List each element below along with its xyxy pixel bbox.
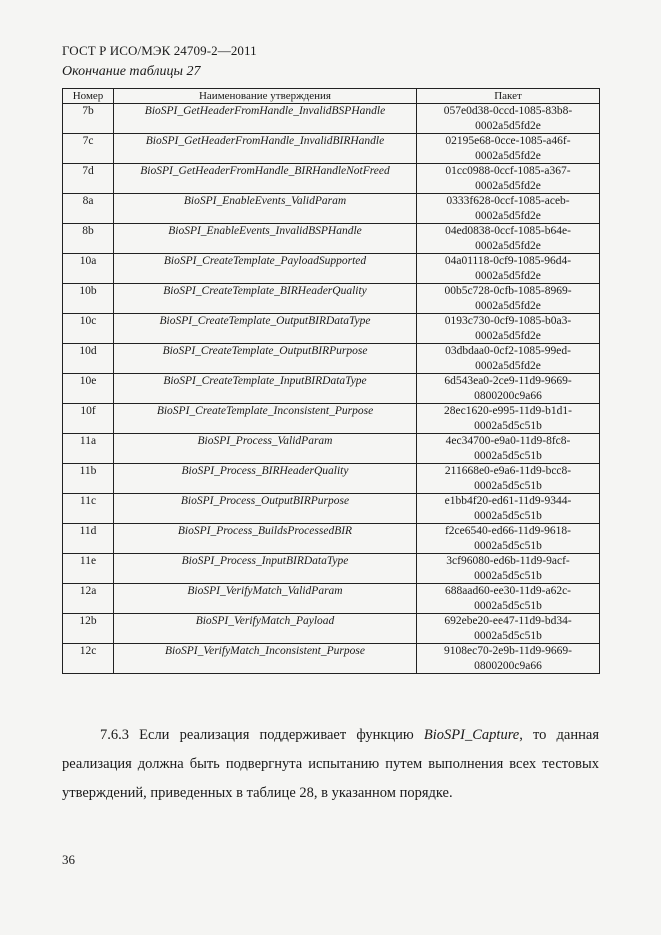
table-row <box>63 434 600 464</box>
table-row <box>63 194 600 224</box>
table-row <box>63 644 600 674</box>
column-header-statement: Наименование утверждения <box>114 89 417 104</box>
package-id-line-1: f2ce6540-ed66-11d9-9618- <box>444 525 572 537</box>
statement-name: BioSPI_CreateTemplate_InputBIRDataType <box>114 374 417 404</box>
package-id <box>417 434 600 464</box>
package-id-line-1: e1bb4f20-ed61-11d9-9344- <box>444 495 572 507</box>
table-row <box>63 104 600 134</box>
statement-name: BioSPI_GetHeaderFromHandle_InvalidBIRHandle <box>114 134 417 164</box>
package-id <box>417 284 600 314</box>
package-id-line-1: 02195e68-0cce-1085-a46f- <box>445 135 571 147</box>
table-row <box>63 344 600 374</box>
package-id-line-2: 0800200c9a66 <box>474 659 542 672</box>
table-row <box>63 614 600 644</box>
package-id-line-2: 0002a5d5fd2e <box>475 299 541 312</box>
row-number: 11a <box>63 434 114 464</box>
package-id <box>417 554 600 584</box>
package-id-line-1: 6d543ea0-2ce9-11d9-9669- <box>444 375 572 387</box>
statement-name: BioSPI_Process_ValidParam <box>114 434 417 464</box>
package-id-line-1: 04ed0838-0ccf-1085-b64e- <box>445 225 571 237</box>
row-number: 8b <box>63 224 114 254</box>
table-row <box>63 284 600 314</box>
table-row <box>63 404 600 434</box>
table-row <box>63 224 600 254</box>
column-header-number: Номер <box>63 89 114 104</box>
paragraph-text-before: 7.6.3 Если реализация поддерживает функцию <box>100 727 424 743</box>
statement-name: BioSPI_CreateTemplate_OutputBIRPurpose <box>114 344 417 374</box>
statement-name: BioSPI_GetHeaderFromHandle_BIRHandleNotFreed <box>114 164 417 194</box>
statement-name: BioSPI_EnableEvents_InvalidBSPHandle <box>114 224 417 254</box>
table-row <box>63 464 600 494</box>
package-id-line-2: 0002a5d5fd2e <box>475 239 541 252</box>
package-id-line-1: 00b5c728-0cfb-1085-8969- <box>444 285 572 297</box>
package-id <box>417 614 600 644</box>
row-number: 10c <box>63 314 114 344</box>
package-id-line-2: 0002a5d5c51b <box>474 539 542 552</box>
row-number: 12a <box>63 584 114 614</box>
row-number: 7b <box>63 104 114 134</box>
paragraph-text-after: , то данная реализация должна быть подвергнута испытанию путем выполнения всех тестовых утверждений, приведенных в таблице 28, в указанном порядке. <box>62 727 599 801</box>
page-number: 36 <box>62 852 75 867</box>
standard-header: ГОСТ Р ИСО/МЭК 24709-2—2011 <box>62 43 257 58</box>
package-id <box>417 104 600 134</box>
package-id <box>417 494 600 524</box>
table-row <box>63 314 600 344</box>
package-id-line-1: 211668e0-e9a6-11d9-bcc8- <box>444 465 572 477</box>
package-id-line-2: 0002a5d5fd2e <box>475 119 541 132</box>
statement-name: BioSPI_VerifyMatch_ValidParam <box>114 584 417 614</box>
package-id <box>417 404 600 434</box>
row-number: 10b <box>63 284 114 314</box>
package-id-line-2: 0002a5d5c51b <box>474 599 542 612</box>
package-id-line-1: 057e0d38-0ccd-1085-83b8- <box>443 105 573 117</box>
table-header-row <box>63 89 600 104</box>
package-id <box>417 464 600 494</box>
table-row <box>63 134 600 164</box>
package-id <box>417 194 600 224</box>
package-id-line-1: 9108ec70-2e9b-11d9-9669- <box>444 645 572 657</box>
package-id-line-2: 0002a5d5fd2e <box>475 359 541 372</box>
statement-name: BioSPI_CreateTemplate_BIRHeaderQuality <box>114 284 417 314</box>
package-id <box>417 374 600 404</box>
row-number: 12b <box>63 614 114 644</box>
statements-table <box>62 88 600 674</box>
row-number: 10d <box>63 344 114 374</box>
package-id-line-1: 28ec1620-e995-11d9-b1d1- <box>444 405 572 417</box>
package-id-line-1: 692ebe20-ee47-11d9-bd34- <box>444 615 572 627</box>
row-number: 7d <box>63 164 114 194</box>
table-row <box>63 164 600 194</box>
table-row <box>63 554 600 584</box>
statement-name: BioSPI_VerifyMatch_Payload <box>114 614 417 644</box>
package-id-line-2: 0002a5d5c51b <box>474 419 542 432</box>
package-id-line-2: 0002a5d5fd2e <box>475 149 541 162</box>
row-number: 10a <box>63 254 114 284</box>
package-id <box>417 224 600 254</box>
package-id-line-1: 3cf96080-ed6b-11d9-9acf- <box>446 555 570 567</box>
package-id-line-1: 0333f628-0ccf-1085-aceb- <box>446 195 570 207</box>
row-number: 8a <box>63 194 114 224</box>
package-id-line-1: 0193c730-0cf9-1085-b0a3- <box>444 315 572 327</box>
body-paragraph <box>62 721 599 808</box>
statement-name: BioSPI_CreateTemplate_Inconsistent_Purpose <box>114 404 417 434</box>
package-id-line-2: 0002a5d5c51b <box>474 479 542 492</box>
row-number: 7c <box>63 134 114 164</box>
package-id <box>417 524 600 554</box>
table-caption: Окончание таблицы 27 <box>62 64 201 79</box>
package-id-line-2: 0002a5d5fd2e <box>475 269 541 282</box>
package-id-line-2: 0002a5d5c51b <box>474 629 542 642</box>
statement-name: BioSPI_VerifyMatch_Inconsistent_Purpose <box>114 644 417 674</box>
package-id <box>417 134 600 164</box>
statement-name: BioSPI_Process_InputBIRDataType <box>114 554 417 584</box>
table-row <box>63 524 600 554</box>
package-id <box>417 584 600 614</box>
table-row <box>63 584 600 614</box>
package-id-line-1: 04a01118-0cf9-1085-96d4- <box>444 255 572 267</box>
table-row <box>63 494 600 524</box>
row-number: 12c <box>63 644 114 674</box>
statement-name: BioSPI_GetHeaderFromHandle_InvalidBSPHandle <box>114 104 417 134</box>
row-number: 11b <box>63 464 114 494</box>
package-id-line-2: 0800200c9a66 <box>474 389 542 402</box>
package-id <box>417 164 600 194</box>
package-id-line-1: 03dbdaa0-0cf2-1085-99ed- <box>445 345 571 357</box>
package-id-line-2: 0002a5d5fd2e <box>475 329 541 342</box>
statement-name: BioSPI_EnableEvents_ValidParam <box>114 194 417 224</box>
package-id <box>417 254 600 284</box>
function-name: BioSPI_Capture <box>423 727 520 743</box>
statement-name: BioSPI_CreateTemplate_OutputBIRDataType <box>114 314 417 344</box>
package-id-line-2: 0002a5d5fd2e <box>475 179 541 192</box>
row-number: 11c <box>63 494 114 524</box>
row-number: 10e <box>63 374 114 404</box>
table-body <box>63 104 600 674</box>
statement-name: BioSPI_Process_BIRHeaderQuality <box>114 464 417 494</box>
package-id <box>417 344 600 374</box>
package-id-line-1: 4ec34700-e9a0-11d9-8fc8- <box>445 435 571 447</box>
row-number: 11e <box>63 554 114 584</box>
package-id <box>417 314 600 344</box>
package-id-line-2: 0002a5d5c51b <box>474 569 542 582</box>
package-id <box>417 644 600 674</box>
statement-name: BioSPI_Process_BuildsProcessedBIR <box>114 524 417 554</box>
row-number: 11d <box>63 524 114 554</box>
package-id-line-1: 01cc0988-0ccf-1085-a367- <box>445 165 571 177</box>
package-id-line-2: 0002a5d5fd2e <box>475 209 541 222</box>
table-row <box>63 254 600 284</box>
row-number: 10f <box>63 404 114 434</box>
column-header-package: Пакет <box>417 89 600 104</box>
statement-name: BioSPI_CreateTemplate_PayloadSupported <box>114 254 417 284</box>
table-row <box>63 374 600 404</box>
statement-name: BioSPI_Process_OutputBIRPurpose <box>114 494 417 524</box>
package-id-line-2: 0002a5d5c51b <box>474 509 542 522</box>
package-id-line-1: 688aad60-ee30-11d9-a62c- <box>444 585 572 597</box>
package-id-line-2: 0002a5d5c51b <box>474 449 542 462</box>
